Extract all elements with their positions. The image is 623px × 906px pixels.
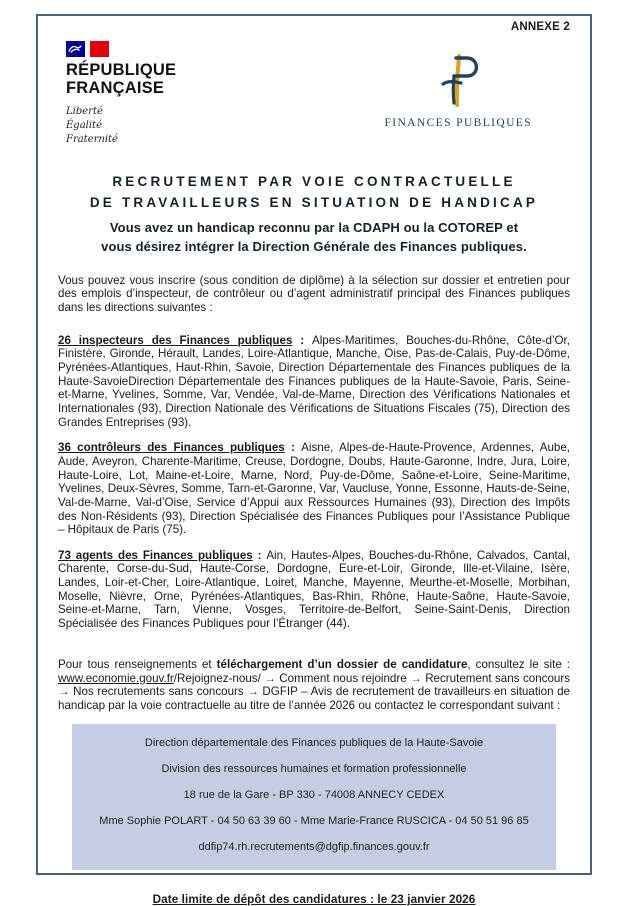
economie-gouv-link[interactable]: www.economie.gouv.fr <box>58 671 174 685</box>
contact-division: Division des ressources humaines et formation professionnelle <box>161 763 467 776</box>
agents-heading: 73 agents des Finances publiques <box>58 548 253 562</box>
republique-label <box>66 62 246 98</box>
controleurs-paragraph <box>58 441 570 537</box>
deadline-text: Date limite de dépôt des candidatures : le 23 janvier 2026 <box>152 893 476 906</box>
republique-francaise-logo <box>66 41 246 147</box>
document-title <box>58 171 570 214</box>
agents-separator: : <box>252 548 267 562</box>
inspecteurs-body: Alpes-Maritimes, Bouches-du-Rhône, Côte-d’Or, Finistère, Gironde, Hérault, Landes, Loire-Atlantique, Manche, Oise, Pas-de-Calais, Puy-de-Dôme, Pyrénées-Atlantiques, Haut-Rhin, Savoie, Direction Départementale des Finances publiques de la Haute-SavoieDirection Départementale des Finances publiques de la Haute-Savoie, Paris, Seine-et-Marne, Yvelines, Somme, Var, Vendée, Val-de-Marne, Direction des Vérifications Nationales et Internationales (93), Direction Nationale des Vérifications de Situations Fiscales (75), Direction des Grandes Entreprises (93). <box>58 333 570 429</box>
motto-liberte: Liberté <box>66 105 103 117</box>
flag-red-band <box>90 41 109 57</box>
document-subtitle <box>58 219 570 257</box>
inspecteurs-separator: : <box>292 333 312 347</box>
inspecteurs-paragraph <box>58 334 570 430</box>
contact-direction: Direction départementale des Finances publiques de la Haute-Savoie <box>144 737 484 750</box>
info-mid: , consultez le site : <box>467 657 571 671</box>
motto <box>66 105 246 147</box>
info-prefix: Pour tous renseignements et <box>58 657 217 671</box>
subtitle-line1: Vous avez un handicap reconnu par la CDAPH ou la COTOREP et <box>109 219 519 235</box>
marianne-icon <box>68 44 83 54</box>
contact-persons: Mme Sophie POLART - 04 50 63 39 60 - Mme Marie-France RUSCICA - 04 50 51 96 85 <box>99 815 529 828</box>
controleurs-separator: : <box>284 441 302 455</box>
french-flag-icon <box>66 41 246 57</box>
title-line1: RECRUTEMENT PAR VOIE CONTRACTUELLE <box>112 173 516 189</box>
intro-paragraph: Vous pouvez vous inscrire (sous condition de diplôme) à la sélection sur dossier et entretien pour des emplois d’inspecteur, de contrôleur ou d’agent administratif principal des Finances publiques dans les directions suivantes : <box>58 273 570 314</box>
info-suffix: /Rejoignez-nous/ → Comment nous rejoindre → Recrutement sans concours → Nos recrutements sans concours → DGFIP – Avis de recrutement de travailleurs en situation de handicap par la voie contractuelle au titre de l’année 2026 ou contactez le correspondant suivant : <box>58 671 570 712</box>
document-header <box>58 41 570 147</box>
republique-line2: FRANÇAISE <box>66 78 165 97</box>
flag-blue-band <box>66 41 85 57</box>
contact-email[interactable]: ddfip74.rh.recrutements@dgfip.finances.gouv.fr <box>198 841 430 854</box>
inspecteurs-heading: 26 inspecteurs des Finances publiques <box>58 333 293 347</box>
controleurs-body: Aisne, Alpes-de-Haute-Provence, Ardennes, Aube, Aude, Aveyron, Charente-Maritime, Creuse, Dordogne, Doubs, Haute-Garonne, Indre, Jura, Loire, Haute-Loire, Lot, Maine-et-Loire, Marne, Nord, Puy-de-Dôme, Saône-et-Loire, Seine-Maritime, Yvelines, Deux-Sèvres, Somme, Tarn-et-Garonne, Var, Vaucluse, Yonne, Essonne, Hauts-de-Seine, Val-de-Marne, Val-d’Oise, Service d’Appui aux Ressources Humaines (93), Direction des Impôts des Non-Résidents (93), Direction Spécialisée des Finances Publiques pour l’Assistance Publique – Hôpitaux de Paris (75). <box>58 441 571 537</box>
finances-publiques-logo <box>384 53 532 147</box>
annexe-label: ANNEXE 2 <box>510 21 570 33</box>
subtitle-line2: vous désirez intégrer la Direction Générale des Finances publiques. <box>101 238 527 254</box>
motto-fraternite: Fraternité <box>66 133 118 145</box>
info-paragraph <box>58 658 570 713</box>
contact-address: 18 rue de la Gare - BP 330 - 74008 ANNECY CEDEX <box>183 789 445 802</box>
controleurs-heading: 36 contrôleurs des Finances publiques <box>58 441 285 455</box>
agents-body: Ain, Hautes-Alpes, Bouches-du-Rhône, Calvados, Cantal, Charente, Corse-du-Sud, Haute-Corse, Dordogne, Eure-et-Loir, Gironde, Ille-et-Vilaine, Isère, Landes, Loir-et-Cher, Loire-Atlantique, Loiret, Manche, Mayenne, Meurthe-et-Moselle, Morbihan, Moselle, Nièvre, Orne, Pyrénées-Atlantiques, Bas-Rhin, Rhône, Haute-Saône, Haute-Savoie, Seine-et-Marne, Tarn, Vienne, Vosges, Territoire-de-Belfort, Seine-Saint-Denis, Direction Spécialisée des Finances Publiques pour l’Étranger (44). <box>58 548 570 631</box>
title-line2: DE TRAVAILLEURS EN SITUATION DE HANDICAP <box>89 195 539 211</box>
republique-line1: RÉPUBLIQUE <box>66 61 177 79</box>
agents-paragraph <box>58 549 570 631</box>
motto-egalite: Égalité <box>66 119 102 131</box>
fp-monogram-icon <box>429 53 487 109</box>
info-bold-segment: téléchargement d’un dossier de candidature <box>216 657 468 671</box>
contact-box <box>72 724 556 870</box>
document-frame <box>36 14 592 906</box>
fp-caption: FINANCES PUBLIQUES <box>384 117 532 129</box>
